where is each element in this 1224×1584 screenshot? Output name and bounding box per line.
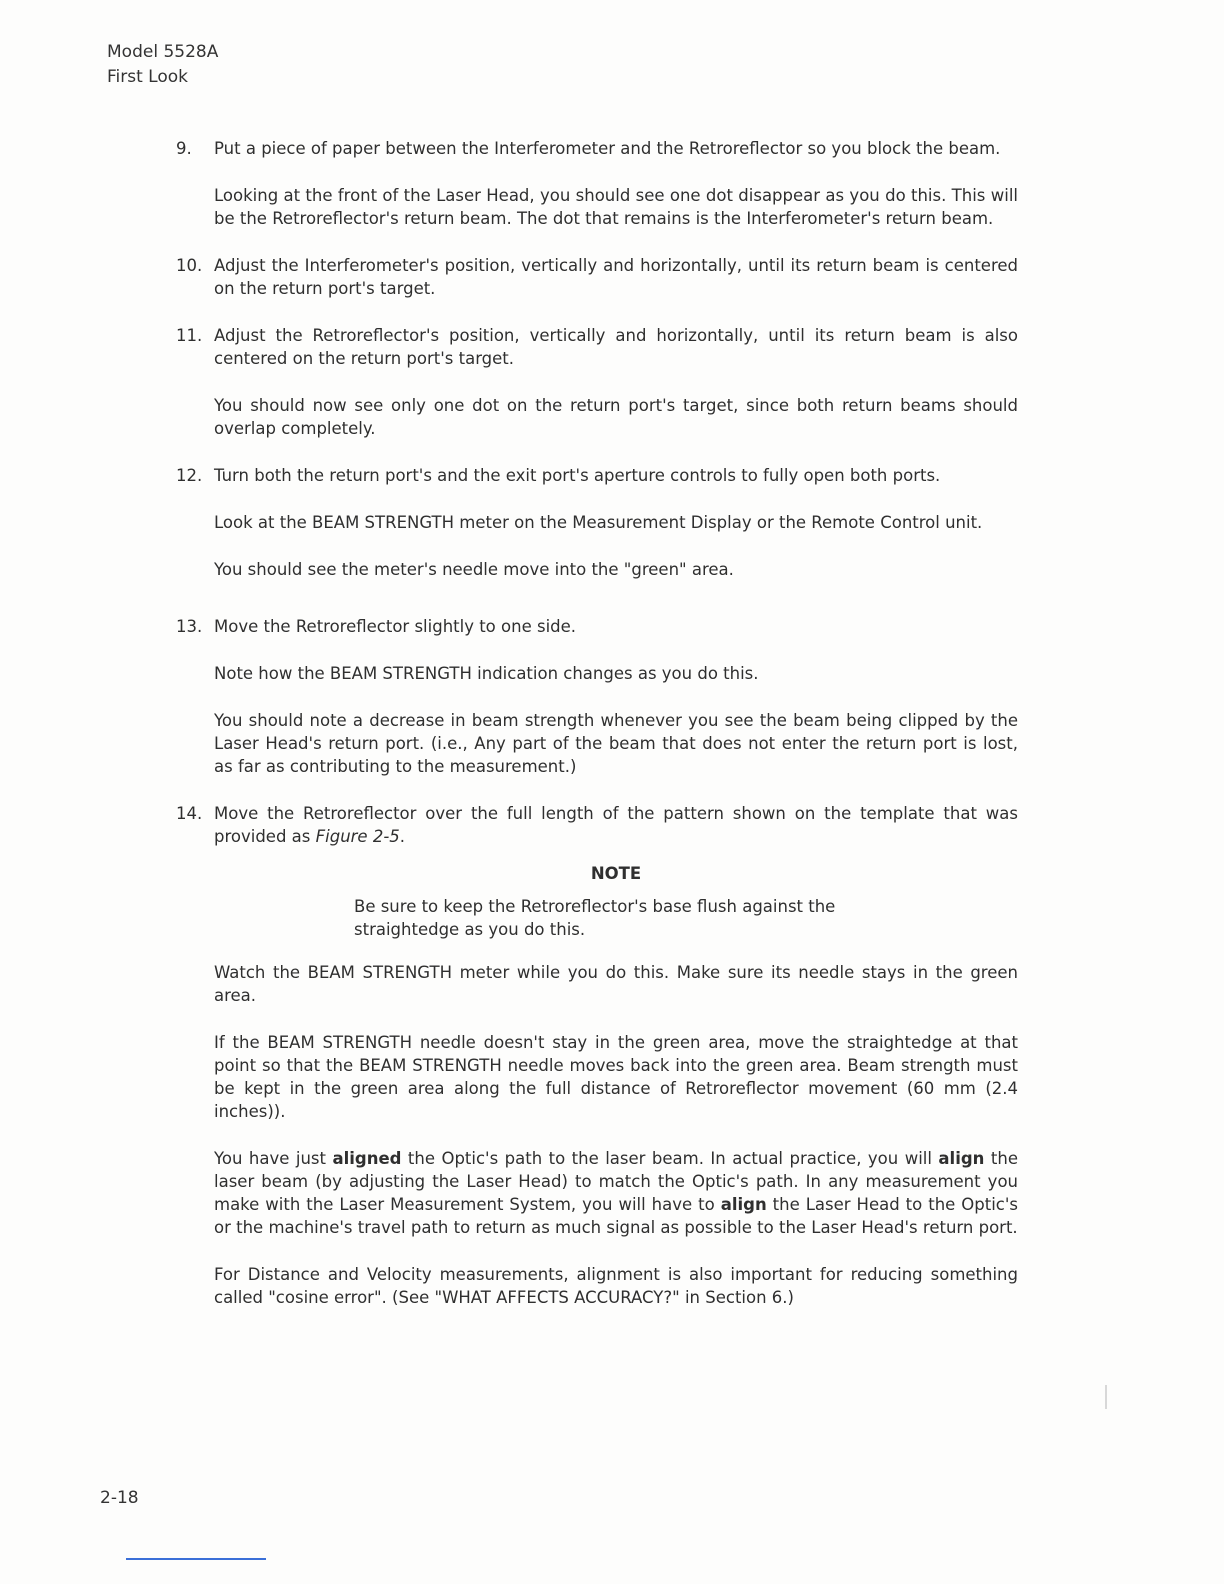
step-9 <box>176 137 1018 230</box>
step-text: Looking at the front of the Laser Head, you should see one dot disappear as you do this. This will be the Retroreflector's return beam. The dot that remains is the Interferometer's return beam. <box>214 186 1018 228</box>
body-paragraph: Watch the BEAM STRENGTH meter while you do this. Make sure its needle stays in the green area. <box>214 963 1018 1005</box>
step-number: 11. <box>176 326 203 345</box>
step-text: Adjust the Retroreflector's position, vertically and horizontally, until its return beam is also centered on the return port's target. <box>214 326 1018 368</box>
alignment-paragraph: You have just aligned the Optic's path to the laser beam. In actual practice, you will align the laser beam (by adjusting the Laser Head) to match the Optic's path. In any measurement you make with the Laser Measurement System, you will have to align the Laser Head to the Optic's or the machine's travel path to return as much signal as possible to the Laser Head's return port. <box>214 1149 1018 1237</box>
body-paragraph: If the BEAM STRENGTH needle doesn't stay in the green area, move the straightedge at that point so that the BEAM STRENGTH needle moves back into the green area. Beam strength must be kept in the green area along the full distance of Retroreflector movement (60 mm (2.4 inches)). <box>214 1033 1018 1121</box>
note-title: NOTE <box>590 864 642 883</box>
step-text: Move the Retroreflector slightly to one side. <box>214 617 577 636</box>
note-body: Be sure to keep the Retroreflector's base flush against the straightedge as you do this. <box>354 897 836 939</box>
step-number: 9. <box>176 139 192 158</box>
step-text: You should now see only one dot on the return port's target, since both return beams should overlap completely. <box>214 396 1018 438</box>
model-label: Model 5528A <box>107 42 219 62</box>
step-number: 13. <box>176 617 203 636</box>
step-14 <box>176 802 1018 848</box>
step-11 <box>176 324 1018 440</box>
step-13 <box>176 615 1018 778</box>
figure-reference: Figure 2-5 <box>315 827 400 846</box>
step-number: 10. <box>176 256 203 275</box>
step-number: 14. <box>176 804 203 823</box>
step-10 <box>176 254 1018 300</box>
step-text: Turn both the return port's and the exit port's aperture controls to fully open both ports. <box>214 466 941 485</box>
step-text: Adjust the Interferometer's position, vertically and horizontally, until its return beam is centered on the return port's target. <box>214 256 1018 298</box>
step-text: Note how the BEAM STRENGTH indication changes as you do this. <box>214 664 759 683</box>
step-text: Move the Retroreflector over the full length of the pattern shown on the template that was provided as Figure 2-5. <box>214 804 1018 846</box>
page-header <box>107 40 218 90</box>
step-text: You should note a decrease in beam strength whenever you see the beam being clipped by the Laser Head's return port. (i.e., Any part of the beam that does not enter the return port is lost, as far as contributing to the measurement.) <box>214 711 1018 776</box>
cosine-error-paragraph: For Distance and Velocity measurements, alignment is also important for reducing something called "cosine error". (See "WHAT AFFECTS ACCURACY?" in Section 6.) <box>214 1265 1018 1307</box>
section-label: First Look <box>107 67 188 87</box>
step-text: You should see the meter's needle move into the "green" area. <box>214 560 734 579</box>
step-text: Look at the BEAM STRENGTH meter on the Measurement Display or the Remote Control unit. <box>214 513 983 532</box>
scan-artifact <box>1105 1385 1107 1409</box>
scan-edge-line <box>126 1558 266 1560</box>
step-number: 12. <box>176 466 203 485</box>
step-14-continued <box>176 961 1018 1309</box>
page-number: 2-18 <box>100 1488 139 1508</box>
step-12 <box>176 464 1018 581</box>
page-body <box>176 137 1018 1309</box>
step-text: Put a piece of paper between the Interferometer and the Retroreflector so you block the beam. <box>214 139 1001 158</box>
